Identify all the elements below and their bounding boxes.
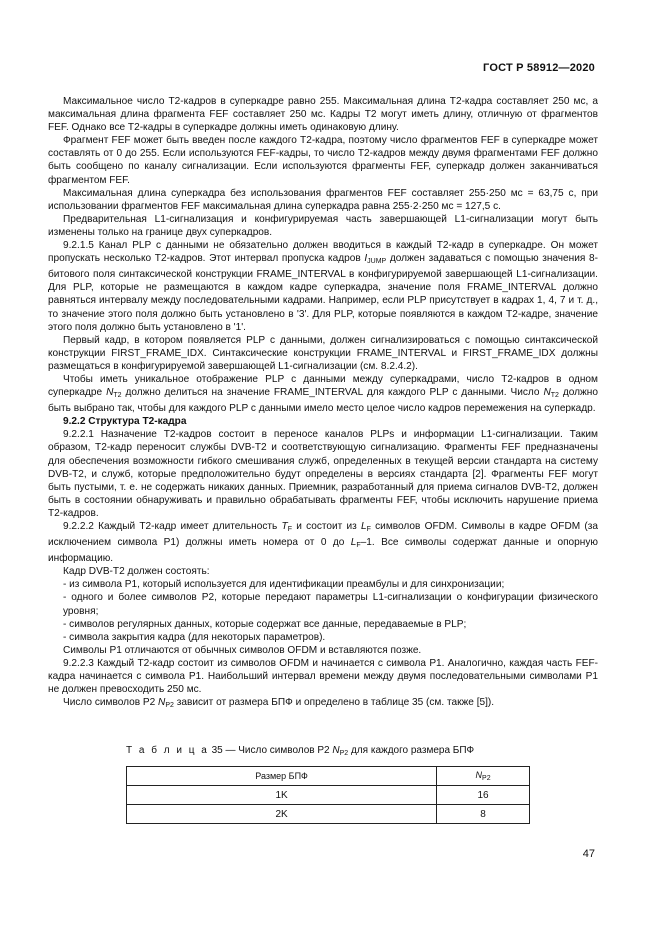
paragraph-9-2-2-3: 9.2.2.3 Каждый Т2-кадр состоит из символов OFDM и начинается с символа P1. Аналогично, каждая часть FEF-кадра начинается с символа P1. Наибольший интервал времени между двумя последовательными символами P1 не должен превосходить 250 мс. bbox=[48, 657, 598, 696]
paragraph-9-2-1-5: 9.2.1.5 Канал PLP с данными не обязательно должен вводиться в каждый Т2-кадр в суперкадре. Он может пропускать несколько Т2-кадров. Этот интервал пропуска кадров $I_{JUMP}$ должен задаваться с помощью значения 8-битового поля синтаксической конструкции FRAME_INTERVAL в конфигурируемой завершающей L1-сигнализации. Для PLP, которые не размещаются в каждом кадре суперкадра, значение поля FRAME_INTERVAL должно равняться интервалу между последовательными кадрами. Например, если PLP присутствует в кадрах 1, 4, 7 и т. д., то значение этого поля должно быть установлено в '3'. Для PLP, которые появляются в каждом Т2-кадре, значение этого поля должно быть установлено в '1'. bbox=[48, 240, 598, 333]
paragraph: Первый кадр, в котором появляется PLP с данными, должен сигнализироваться с помощью синтаксической конструкции FIRST_FRAME_IDX. Синтаксические конструкции FRAME_INTERVAL и FIRST_FRAME_IDX должны размещаться в конфигурируемой завершающей L1-сигнализации (см. 8.2.4.2). bbox=[48, 334, 598, 372]
paragraph: Максимальное число Т2-кадров в суперкадре равно 255. Максимальная длина Т2-кадра составляет 250 мс, а максимальная длина фрагмента FEF составляет 250 мс. Кадры Т2 могут иметь длину, отличную от фрагментов FEF. Однако все Т2-кадры в суперкадре должны иметь одинаковую длину. bbox=[48, 96, 598, 134]
table-cell: 2K bbox=[127, 805, 437, 824]
paragraph-9-2-2-2: 9.2.2.2 Каждый Т2-кадр имеет длительность $T_F$ и состоит из $L_F$ символов OFDM. Символы в кадре OFDM (за исключением символа P1) должны иметь номера от 0 до $L_F-1$. Все символы содержат данные и опорную информацию. bbox=[48, 521, 598, 565]
list-item: - символов регулярных данных, которые содержат все данные, передаваемые в PLP; bbox=[63, 618, 467, 630]
section-heading: 9.2.2 Структура Т2-кадра bbox=[63, 416, 187, 428]
table-cell: 16 bbox=[437, 786, 530, 805]
column-header-np2: $N_{P2}$ bbox=[437, 767, 530, 786]
table-35 bbox=[126, 766, 530, 824]
page-number: 47 bbox=[582, 848, 595, 860]
paragraph: Кадр DVB-T2 должен состоять: bbox=[63, 566, 210, 578]
document-body bbox=[48, 95, 598, 712]
paragraph-9-2-2-1: 9.2.2.1 Назначение Т2-кадров состоит в переносе каналов PLPs и информации L1-сигнализации. Таким образом, Т2-кадр переносит службы DVB-T2 и соответствующую сигнализацию. Фрагменты FEF предназначены для обеспечения возможности гибкого смешивания служб, определенных в текущей версии стандарта на систему DVB-T2, и служб, которые предположительно будут определены в версиях стандарта [2]. Фрагменты FEF могут быть пустыми, т. е. не содержать никаких данных. Приемник, разработанный для приема сигналов DVB-T2, должен быть в состоянии обнаруживать и правильно обрабатывать фрагменты FEF, чтобы исключить нарушение приема Т2-кадров. bbox=[48, 429, 598, 519]
table-row bbox=[127, 805, 530, 824]
paragraph: Чтобы иметь уникальное отображение PLP с данными между суперкадрами, число Т2-кадров в одном суперкадре $N_{T2}$ должно делиться на значение FRAME_INTERVAL для каждого PLP с данными. Число $N_{T2}$ должно быть выбрано так, чтобы для каждого PLP с данными имело место целое число кадров перемежения на суперкадр. bbox=[48, 373, 598, 415]
paragraph: Число символов P2 $N_{P2}$ зависит от размера БПФ и определено в таблице 35 (см. также [5]). bbox=[63, 697, 495, 710]
table-cell: 1K bbox=[127, 786, 437, 805]
table-caption: Т а б л и ц а 35 — Число символов P2 $N_{P2}$ для каждого размера БПФ bbox=[126, 745, 475, 757]
table-header-row bbox=[127, 767, 530, 786]
paragraph: Символы P1 отличаются от обычных символов OFDM и вставляются позже. bbox=[63, 644, 422, 656]
column-header-fft-size: Размер БПФ bbox=[127, 767, 437, 786]
list-item: - из символа P1, который используется для идентификации преамбулы и для синхронизации; bbox=[63, 579, 505, 591]
list-item: - символа закрытия кадра (для некоторых параметров). bbox=[63, 631, 326, 643]
paragraph: Фрагмент FEF может быть введен после каждого Т2-кадра, поэтому число фрагментов FEF в суперкадре может составлять от 0 до 255. Если используются FEF-кадры, то число Т2-кадров между двумя фрагментами FEF должно быть сообщено по каналу сигнализации. Если используются фрагменты FEF, суперкадр должен заканчиваться фрагментом FEF. bbox=[48, 135, 598, 186]
table-cell: 8 bbox=[437, 805, 530, 824]
paragraph: Максимальная длина суперкадра без использования фрагментов FEF составляет 255·250 мс = 63,75 с, при использовании фрагментов FEF максимальная длина суперкадра равна 255·2·250 мс = 127,5 с. bbox=[48, 187, 598, 212]
document-header: ГОСТ Р 58912—2020 bbox=[483, 62, 595, 74]
list-item: - одного и более символов P2, которые передают параметры L1-сигнализации о конфигурации физического уровня; bbox=[63, 592, 598, 617]
table-row bbox=[127, 786, 530, 805]
paragraph: Предварительная L1-сигнализация и конфигурируемая часть завершающей L1-сигнализации могут быть изменены только на границе двух суперкадров. bbox=[48, 213, 598, 238]
